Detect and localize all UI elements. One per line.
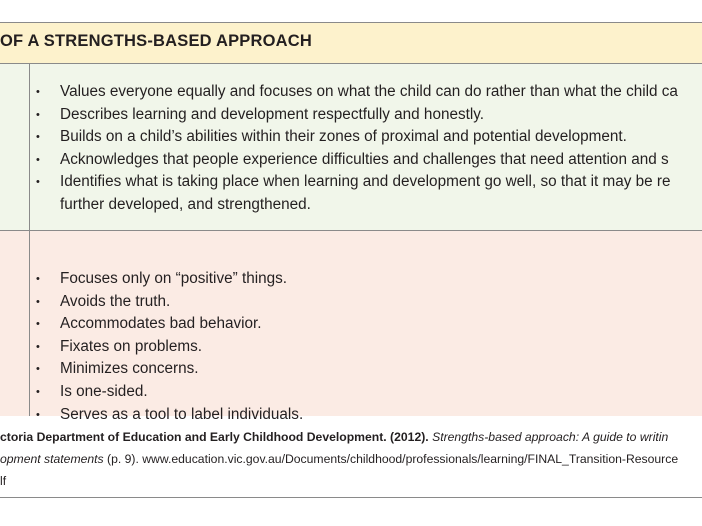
- bullet-icon: •: [36, 363, 40, 376]
- citation-line: [0, 448, 702, 470]
- citation-line: [0, 470, 702, 492]
- list-item-line: Minimizes concerns.: [60, 360, 199, 378]
- list-item: [36, 268, 303, 291]
- list-item-line: Acknowledges that people experience difficulties and challenges that need attention and s: [60, 150, 669, 168]
- list-item: [36, 381, 303, 404]
- does-list: [36, 81, 678, 217]
- list-item: [36, 291, 303, 314]
- bullet-icon: •: [36, 176, 40, 189]
- list-item: [36, 104, 678, 127]
- list-item: [36, 171, 678, 216]
- list-item: [36, 313, 303, 336]
- list-item-line: Avoids the truth.: [60, 292, 171, 310]
- source-citation: [0, 426, 702, 492]
- citation-line: [0, 426, 702, 448]
- bullet-icon: •: [36, 108, 40, 121]
- bullet-icon: •: [36, 153, 40, 166]
- bullet-icon: •: [36, 295, 40, 308]
- table-header: [0, 23, 702, 64]
- list-item-line: Accommodates bad behavior.: [60, 315, 262, 333]
- citation-title-cont: opment statements: [0, 452, 104, 466]
- list-item-line: Values everyone equally and focuses on what the child can do rather than what the child ca: [60, 83, 678, 100]
- list-item-line: further developed, and strengthened.: [60, 195, 311, 213]
- list-item: [36, 149, 678, 172]
- citation-year: (2012).: [386, 430, 433, 444]
- list-item: [36, 358, 303, 381]
- list-item: [36, 404, 303, 427]
- citation-url: (p. 9). www.education.vic.gov.au/Documents/childhood/professionals/learning/FINAL_Transition-Resource: [103, 452, 679, 466]
- bullet-icon: •: [36, 131, 40, 144]
- list-item-line: Focuses only on “positive” things.: [60, 270, 288, 287]
- column-divider: [29, 64, 30, 416]
- citation-title: Strengths-based approach: A guide to writin: [432, 430, 669, 444]
- doesnt-row: [0, 231, 702, 423]
- list-item-line: Is one-sided.: [60, 382, 148, 400]
- strengths-table: [0, 22, 702, 423]
- bullet-icon: •: [36, 273, 40, 285]
- list-item: [36, 336, 303, 359]
- bullet-icon: •: [36, 408, 40, 421]
- bullet-icon: •: [36, 340, 40, 353]
- list-item: [36, 81, 678, 104]
- bullet-icon: •: [36, 385, 40, 398]
- does-row: [0, 64, 702, 231]
- bullet-icon: •: [36, 318, 40, 331]
- bottom-rule: [0, 497, 702, 498]
- list-item: [36, 126, 678, 149]
- list-item-line: Serves as a tool to label individuals.: [60, 405, 304, 423]
- citation-author: ctoria Department of Education and Early Childhood Development.: [0, 430, 387, 444]
- list-item-line: Describes learning and development respectfully and honestly.: [60, 105, 485, 123]
- bullet-icon: •: [36, 86, 40, 98]
- doesnt-list: [36, 268, 303, 426]
- list-item-line: Builds on a child’s abilities within their zones of proximal and potential development.: [60, 128, 627, 146]
- list-item-line: Fixates on problems.: [60, 337, 202, 355]
- citation-url-tail: lf: [0, 474, 7, 488]
- table-header-title: OF A STRENGTHS-BASED APPROACH: [0, 32, 312, 50]
- list-item-line: Identifies what is taking place when learning and development go well, so that it may be re: [60, 173, 671, 191]
